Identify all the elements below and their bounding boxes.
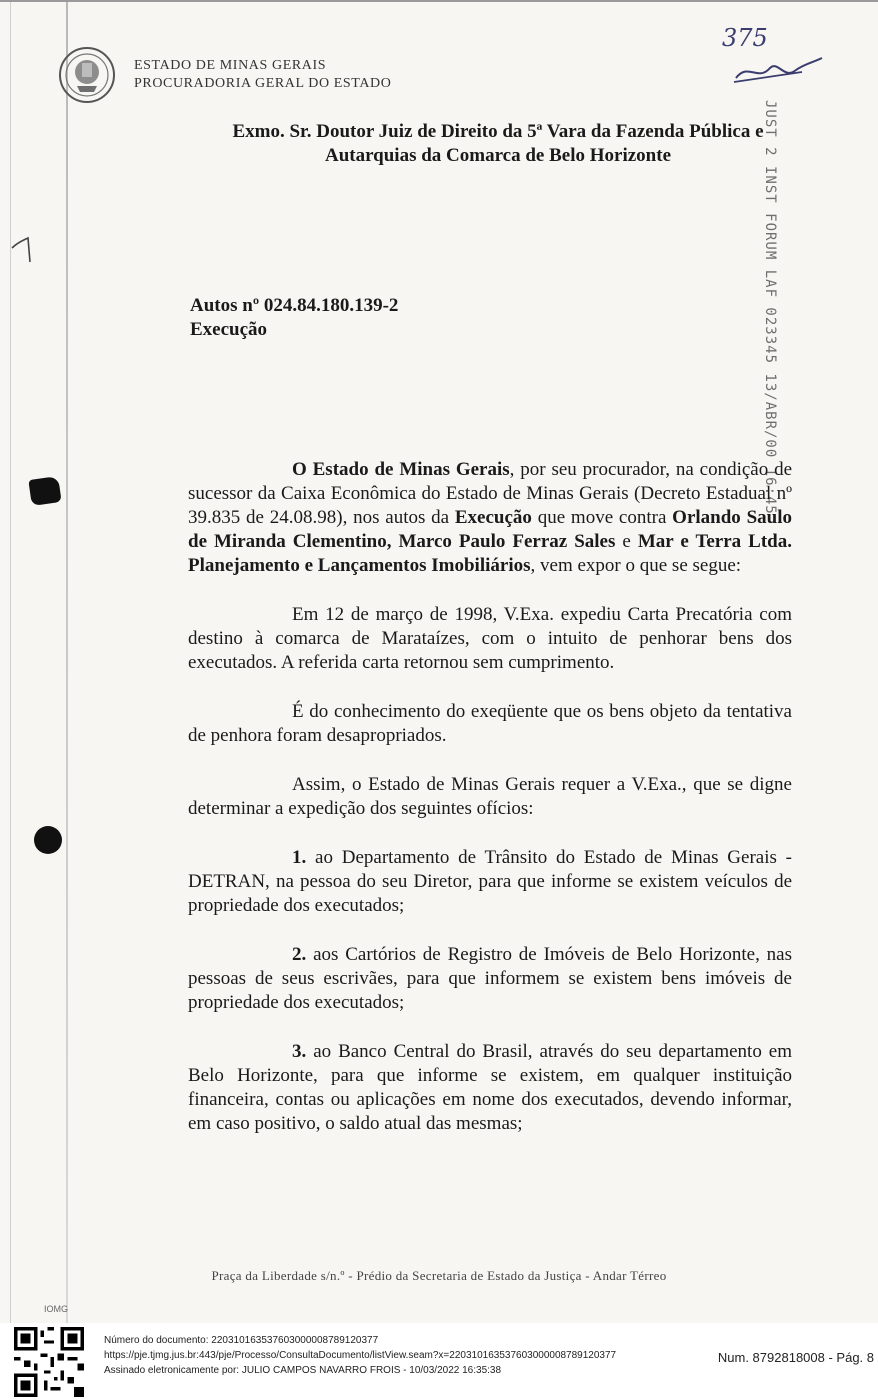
item-text: ao Departamento de Trânsito do Estado de Minas Gerais - DETRAN, na pessoa do seu Diretor, para que informe se existem veículos de propriedade dos executados; bbox=[188, 847, 792, 916]
state-seal-icon bbox=[58, 46, 116, 104]
qr-code-icon bbox=[14, 1327, 84, 1397]
item-number: 2. bbox=[292, 944, 307, 965]
defendant-company: Mar e Terra Ltda. Planejamento e Lançamentos Imobiliários bbox=[188, 531, 792, 576]
protocol-stamp: JUST 2 INST FORUM LAF 023345 13/ABR/00 16:45 bbox=[762, 100, 778, 515]
case-number: Autos nº 024.84.180.139-2 bbox=[190, 295, 399, 316]
pje-signature-bar bbox=[0, 1323, 878, 1400]
text-span: e bbox=[615, 531, 638, 552]
paragraph-intro bbox=[188, 458, 792, 578]
electronic-signature: Assinado eletronicamente por: JULIO CAMPOS NAVARRO FROIS - 10/03/2022 16:35:38 bbox=[104, 1365, 502, 1376]
court-address-line2: Autarquias da Comarca de Belo Horizonte bbox=[324, 145, 672, 166]
case-type: Execução bbox=[190, 319, 268, 340]
paragraph-request: Assim, o Estado de Minas Gerais requer a V.Exa., que se digne determinar a expedição dos seguintes ofícios: bbox=[188, 774, 792, 819]
page-fold-line bbox=[66, 2, 68, 1325]
footer-address: Praça da Liberdade s/n.º - Prédio da Secretaria de Estado da Justiça - Andar Térreo bbox=[211, 1268, 667, 1283]
printer-mark: IOMG bbox=[44, 1304, 68, 1314]
party-name: O Estado de Minas Gerais bbox=[292, 459, 510, 480]
request-item bbox=[188, 943, 792, 1015]
margin-pen-mark bbox=[8, 232, 38, 266]
handwritten-page-number: 375 bbox=[722, 24, 768, 52]
handwritten-initials bbox=[730, 52, 825, 88]
action-type: Execução bbox=[454, 507, 532, 528]
paragraph-precatoria: Em 12 de março de 1998, V.Exa. expediu Carta Precatória com destino à comarca de Marataízes, com o intuito de penhorar bens dos executados. A referida carta retornou sem cumprimento. bbox=[188, 604, 792, 673]
document-number: Número do documento: 22031016353760300000878912037​7 bbox=[104, 1335, 379, 1346]
document-url[interactable]: https://pje.tjmg.jus.br:443/pje/Processo/ConsultaDocumento/listView.seam?x=22031016353760300000878912037​7 bbox=[104, 1350, 617, 1361]
court-address-line1: Exmo. Sr. Doutor Juiz de Direito da 5ª Vara da Fazenda Pública e bbox=[232, 121, 764, 142]
item-text: ao Banco Central do Brasil, através do seu departamento em Belo Horizonte, para que informe se existem, em qualquer instituição financeira, contas ou aplicações em nome dos executados, devendo informar, em caso positivo, o saldo atual das mesmas; bbox=[188, 1041, 792, 1134]
letterhead bbox=[134, 57, 391, 93]
text-span: , vem expor o que se segue: bbox=[530, 555, 742, 576]
case-reference bbox=[190, 294, 398, 342]
page-indicator: Num. 8792818008 - Pág. 8 bbox=[717, 1350, 874, 1365]
item-number: 1. bbox=[292, 847, 307, 868]
request-item bbox=[188, 846, 792, 918]
item-text: aos Cartórios de Registro de Imóveis de Belo Horizonte, nas pessoas de seus escrivães, para que informem se existem bens imóveis de propriedade dos executados; bbox=[188, 944, 792, 1013]
letterhead-state: ESTADO DE MINAS GERAIS bbox=[134, 58, 327, 73]
punch-hole bbox=[34, 826, 62, 854]
item-number: 3. bbox=[292, 1041, 307, 1062]
request-item bbox=[188, 1040, 792, 1136]
paragraph-desapropriacao: É do conhecimento do exeqüente que os bens objeto da tentativa de penhora foram desapropriados. bbox=[188, 701, 792, 746]
ink-blot bbox=[28, 476, 61, 506]
petition-body bbox=[188, 458, 792, 1161]
page-edge-line bbox=[10, 2, 11, 1325]
pje-metadata bbox=[104, 1333, 616, 1378]
court-address bbox=[188, 120, 808, 168]
letterhead-agency: PROCURADORIA GERAL DO ESTADO bbox=[134, 76, 392, 91]
text-span: que move contra bbox=[531, 507, 673, 528]
text-span: , por seu procurador, na condição de sucessor da Caixa Econômica do Estado de Minas Gerais (Decreto Estadual nº 39.835 de 24.08.98), nos autos da bbox=[188, 459, 793, 528]
defendants-names: Orlando Saulo de Miranda Clementino, Marco Paulo Ferraz Sales bbox=[188, 507, 792, 552]
